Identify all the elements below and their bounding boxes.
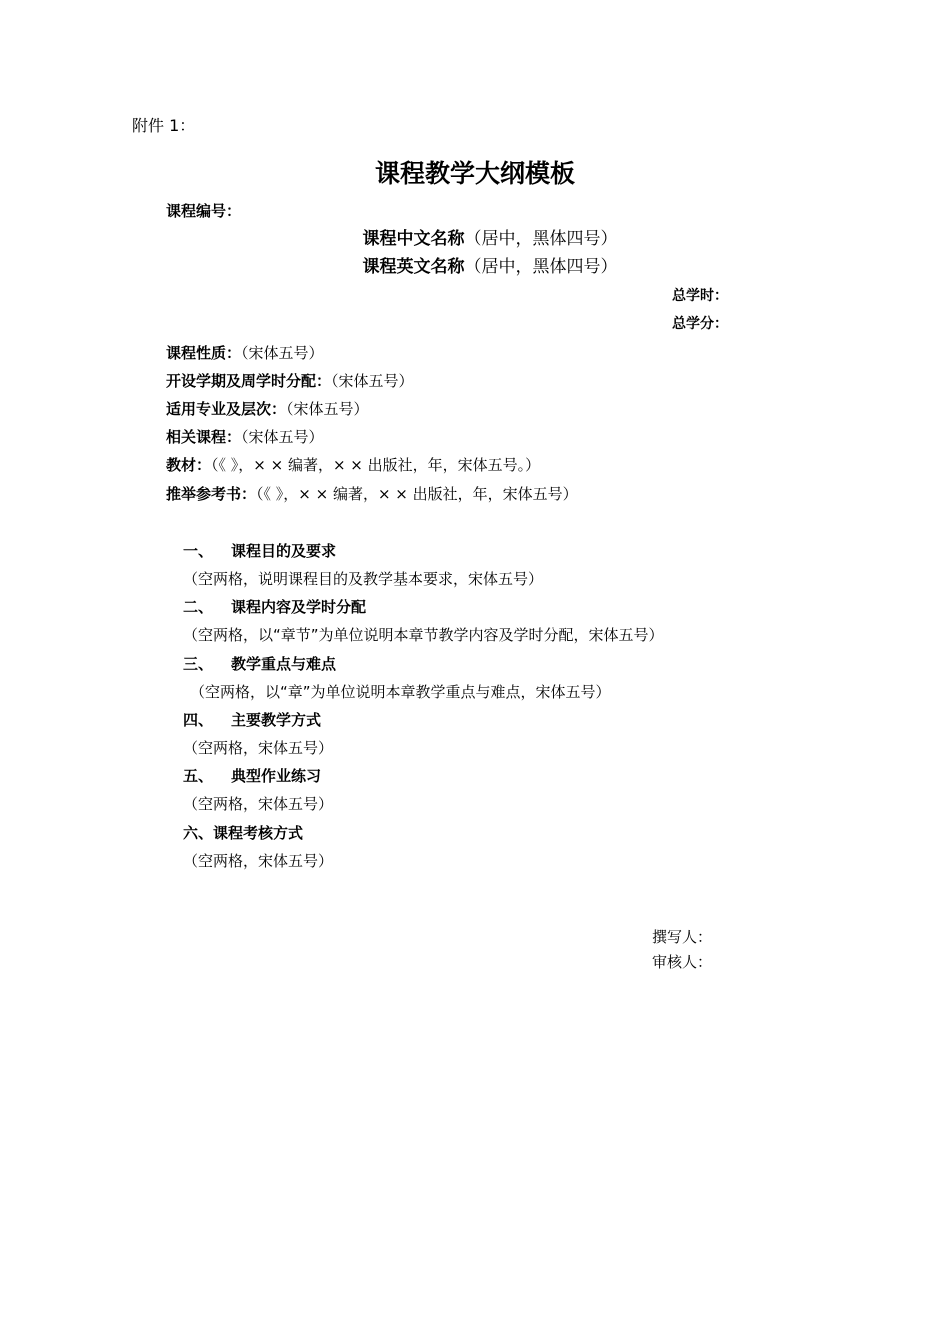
- section-title: 课程内容及学时分配: [231, 598, 367, 616]
- reviewer-label: 审核人：: [652, 953, 713, 971]
- course-name-en-note: （居中，黑体四号）: [464, 257, 618, 277]
- info-label: 相关课程：: [166, 428, 242, 446]
- section-title: 六、课程考核方式: [183, 824, 304, 842]
- section-heading: [183, 826, 303, 841]
- course-name-cn-label: 课程中文名称: [362, 229, 465, 249]
- info-value: （《 》，× × 编著，× × 出版社，年，宋体五号。）: [211, 456, 541, 474]
- section-heading: [183, 544, 336, 559]
- total-hours-label: 总学时：: [672, 288, 728, 304]
- info-value: （宋体五号）: [286, 400, 369, 418]
- section-description: （空两格，以“章节”为单位说明本章节教学内容及学时分配，宋体五号）: [183, 626, 664, 644]
- section-number: 三、: [183, 655, 214, 673]
- section-heading: [183, 600, 366, 615]
- section-title: 主要教学方式: [231, 711, 322, 729]
- section-heading: [183, 657, 336, 672]
- section-description: （空两格，说明课程目的及教学基本要求，宋体五号）: [183, 570, 544, 588]
- info-label: 适用专业及层次：: [166, 400, 287, 418]
- section-description: （空两格，宋体五号）: [183, 795, 334, 813]
- info-semester-hours: [166, 374, 414, 389]
- document-title: 课程教学大纲模板: [374, 159, 575, 188]
- info-value: （宋体五号）: [241, 344, 324, 362]
- writer-label: 撰写人：: [652, 928, 713, 946]
- section-description: （空两格，宋体五号）: [183, 739, 334, 757]
- info-label: 推举参考书：: [166, 485, 257, 503]
- info-value: （宋体五号）: [331, 372, 414, 390]
- course-name-cn: [0, 231, 950, 248]
- section-heading: [183, 769, 321, 784]
- section-heading: [183, 713, 321, 728]
- info-reference-books: [166, 487, 578, 502]
- course-name-cn-note: （居中，黑体四号）: [464, 229, 618, 249]
- section-description: （空两格，以“章”为单位说明本章教学重点与难点，宋体五号）: [190, 683, 611, 701]
- info-course-nature: [166, 346, 324, 361]
- section-number: 五、: [183, 767, 214, 785]
- course-name-en: [0, 259, 950, 276]
- info-label: 教材：: [166, 456, 212, 474]
- section-number: 二、: [183, 598, 214, 616]
- info-value: （宋体五号）: [241, 428, 324, 446]
- section-title: 典型作业练习: [231, 767, 322, 785]
- section-description: （空两格，宋体五号）: [183, 852, 334, 870]
- info-textbook: [166, 458, 540, 473]
- info-related-courses: [166, 430, 324, 445]
- info-value: （《 》，× × 编著，× × 出版社，年，宋体五号）: [256, 485, 578, 503]
- course-name-en-label: 课程英文名称: [362, 257, 465, 277]
- section-title: 课程目的及要求: [231, 542, 337, 560]
- info-label: 课程性质：: [166, 344, 242, 362]
- course-code-label: 课程编号：: [166, 202, 242, 220]
- section-title: 教学重点与难点: [231, 655, 337, 673]
- info-label: 开设学期及周学时分配：: [166, 372, 332, 390]
- section-number: 四、: [183, 711, 214, 729]
- section-number: 一、: [183, 542, 214, 560]
- total-credits-label: 总学分：: [672, 316, 728, 332]
- attachment-label: 附件 1：: [132, 116, 196, 135]
- info-major-level: [166, 402, 369, 417]
